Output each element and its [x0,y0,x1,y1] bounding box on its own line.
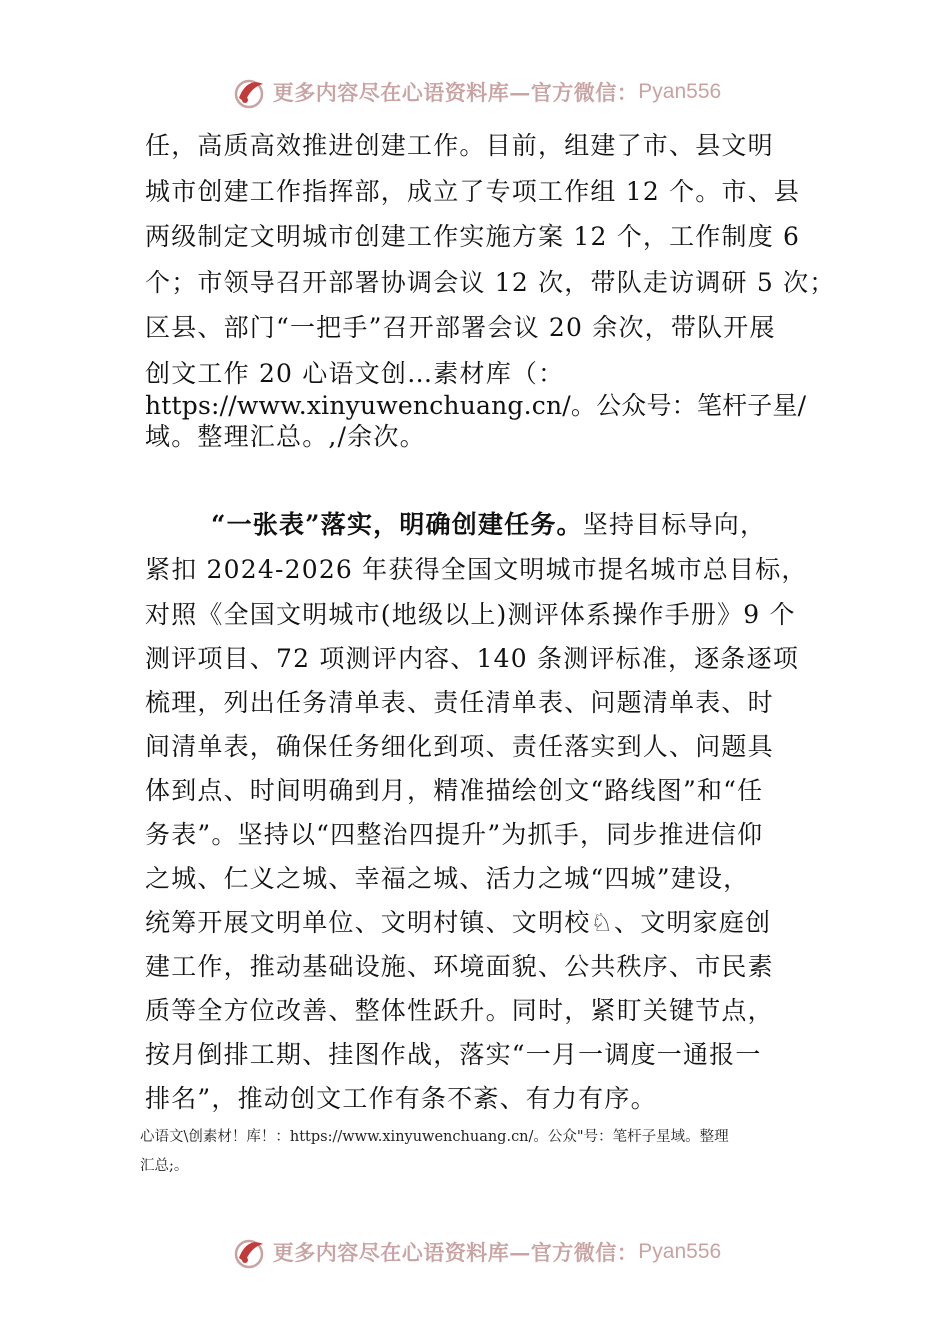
text-line: 按月倒排工期、挂图作战，落实“一月一调度一通报一 [145,1040,762,1069]
text-span: 坚持目标导向， [582,510,767,539]
header-banner [0,70,950,114]
text-line: 创文工作 20 心语文创…素材库（： [145,359,565,388]
text-line: 紧扣 2024-2026 年获得全国文明城市提名城市总目标， [145,555,808,584]
banner-text: 更多内容尽在心语资料库—官方微信： [272,1240,639,1265]
text-line: 间清单表，确保任务细化到项、责任落实到人、问题具 [145,732,774,761]
footnote-line: 汇总;。 [140,1158,189,1174]
banner-text: 更多内容尽在心语资料库—官方微信： [272,80,639,105]
text-line: 两级制定文明城市创建工作实施方案 12 个，工作制度 6 [145,222,801,251]
text-line: 测评项目、72 项测评内容、140 条测评标准，逐条逐项 [145,644,800,673]
text-line: 务表”。坚持以“四整治四提升”为抓手，同步推进信仰 [145,820,764,849]
text-line: 区县、部门“一把手”召开部署会议 20 余次，带队开展 [145,313,776,342]
text-line: 对照《全国文明城市(地级以上)测评体系操作手册》9 个 [145,600,796,629]
wechat-id: Pyan556 [638,80,722,103]
text-line [211,510,766,540]
text-line: 统筹开展文明单位、文明村镇、文明校♘、文明家庭创 [145,908,772,937]
section-heading: “一张表”落实，明确创建任务。 [211,510,583,539]
text-line: 建工作，推动基础设施、环境面貌、公共秩序、市民素 [145,952,774,981]
xinyu-logo-icon [229,72,269,112]
text-line: 排名”，推动创文工作有条不紊、有力有序。 [145,1084,657,1113]
text-line: 域。整理汇总。,/余次。 [145,422,426,451]
text-line: https://www.xinyuwenchuang.cn/。公众号：笔杆子星/ [145,391,807,420]
text-line: 质等全方位改善、整体性跃升。同时，紧盯关键节点， [145,996,774,1025]
text-line: 之城、仁义之城、幸福之城、活力之城“四城”建设， [145,864,750,893]
text-line: 体到点、时间明确到月，精准描绘创文“路线图”和“任 [145,776,764,805]
text-line: 任，高质高效推进创建工作。目前，组建了市、县文明 [145,131,774,160]
xinyu-logo-icon [229,1232,269,1272]
text-line: 梳理，列出任务清单表、责任清单表、问题清单表、时 [145,688,774,717]
footnote-line: 心语文\创素材！库！：https://www.xinyuwenchuang.cn/。公众"号：笔杆子星域。整理 [140,1129,729,1145]
footer-banner [0,1230,950,1274]
wechat-id: Pyan556 [638,1240,722,1263]
text-line: 城市创建工作指挥部，成立了专项工作组 12 个。市、县 [145,177,801,206]
text-line: 个；市领导召开部署协调会议 12 次，带队走访调研 5 次； [145,268,836,297]
